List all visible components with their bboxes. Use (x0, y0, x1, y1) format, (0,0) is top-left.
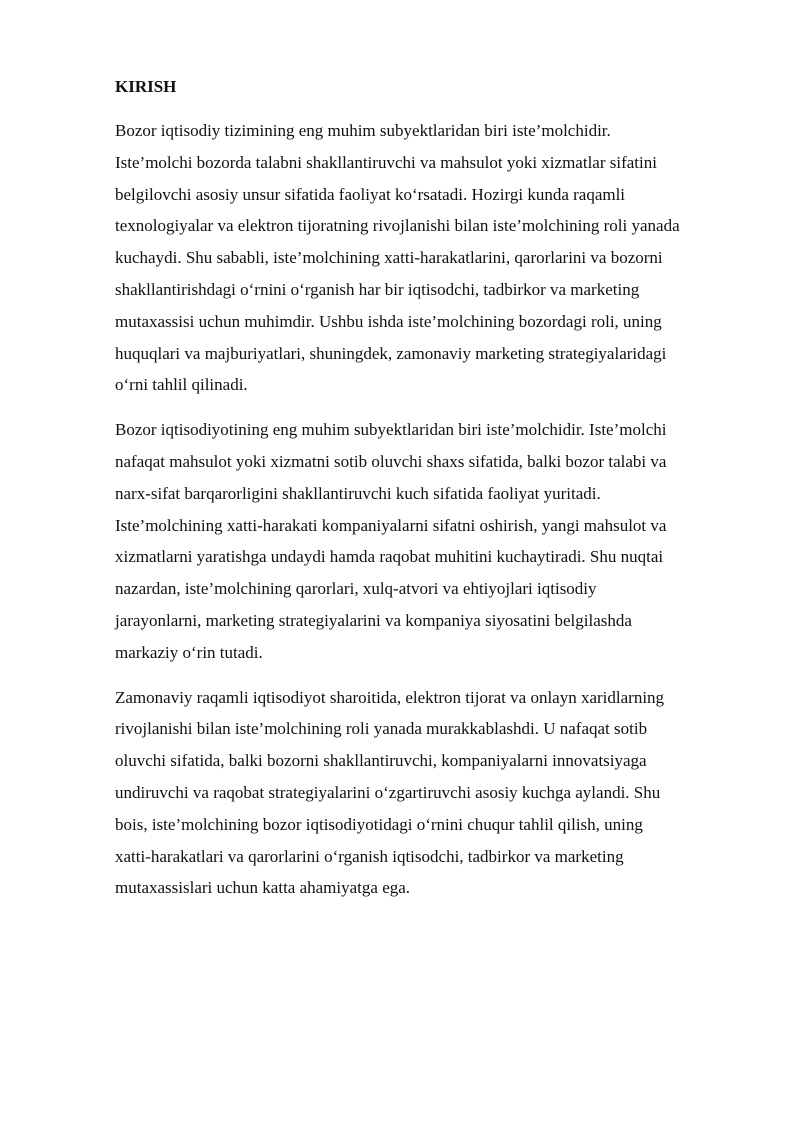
paragraph-line: Iste’molchi bozorda talabni shakllantiruvchi va mahsulot yoki xizmatlar sifatini (115, 152, 657, 172)
paragraph-line: kuchaydi. Shu sababli, iste’molchining xatti-harakatlarini, qarorlarini va bozorni (115, 248, 663, 268)
paragraph-line: Iste’molchining xatti-harakati kompaniyalarni sifatni oshirish, yangi mahsulot va (115, 515, 667, 535)
paragraph-3 (115, 682, 755, 905)
paragraph-line: rivojlanishi bilan iste’molchining roli yanada murakkablashdi. U nafaqat sotib (115, 719, 648, 739)
paragraph-1 (115, 115, 755, 401)
paragraph-line: belgilovchi asosiy unsur sifatida faoliyat koʻrsatadi. Hozirgi kunda raqamli (115, 184, 626, 204)
paragraph-line: nafaqat mahsulot yoki xizmatni sotib oluvchi shaxs sifatida, balki bozor talabi va (115, 451, 667, 471)
paragraph-line: mutaxassislari uchun katta ahamiyatga ega. (115, 878, 411, 898)
paragraph-line: texnologiyalar va elektron tijoratning rivojlanishi bilan iste’molchining roli yanada (115, 216, 680, 236)
document-body (115, 73, 755, 917)
paragraph-line: undiruvchi va raqobat strategiyalarini oʻzgartiruvchi asosiy kuchga aylandi. Shu (115, 782, 661, 802)
paragraph-line: oʻrni tahlil qilinadi. (115, 375, 248, 395)
paragraph-line: markaziy oʻrin tutadi. (115, 642, 263, 662)
paragraph-line: Bozor iqtisodiy tizimining eng muhim subyektlaridan biri iste’molchidir. (115, 121, 611, 140)
paragraph-line: jarayonlarni, marketing strategiyalarini va kompaniya siyosatini belgilashda (115, 610, 632, 630)
paragraph-line: huquqlari va majburiyatlari, shuningdek, zamonaviy marketing strategiyalaridagi (115, 343, 667, 363)
paragraph-line: Zamonaviy raqamli iqtisodiyot sharoitida, elektron tijorat va onlayn xaridlarning (115, 687, 665, 707)
paragraph-line: mutaxassisi uchun muhimdir. Ushbu ishda iste’molchining bozordagi roli, uning (115, 311, 662, 331)
paragraph-line: oluvchi sifatida, balki bozorni shakllantiruvchi, kompaniyalarni innovatsiyaga (115, 751, 647, 771)
paragraph-line: narx-sifat barqarorligini shakllantiruvchi kuch sifatida faoliyat yuritadi. (115, 483, 601, 503)
paragraph-line: bois, iste’molchining bozor iqtisodiyotidagi oʻrnini chuqur tahlil qilish, uning (115, 814, 643, 834)
paragraph-line: shakllantirishdagi oʻrnini oʻrganish har bir iqtisodchi, tadbirkor va marketing (115, 279, 640, 299)
paragraph-line: xatti-harakatlari va qarorlarini oʻrganish iqtisodchi, tadbirkor va marketing (115, 846, 624, 866)
paragraph-line: nazardan, iste’molchining qarorlari, xulq-atvori va ehtiyojlari iqtisodiy (115, 579, 597, 599)
paragraph-line: xizmatlarni yaratishga undaydi hamda raqobat muhitini kuchaytiradi. Shu nuqtai (115, 547, 664, 567)
paragraph-line: Bozor iqtisodiyotining eng muhim subyektlaridan biri iste’molchidir. Iste’molchi (115, 420, 667, 440)
paragraph-2 (115, 414, 755, 668)
section-heading: KIRISH (115, 77, 177, 96)
